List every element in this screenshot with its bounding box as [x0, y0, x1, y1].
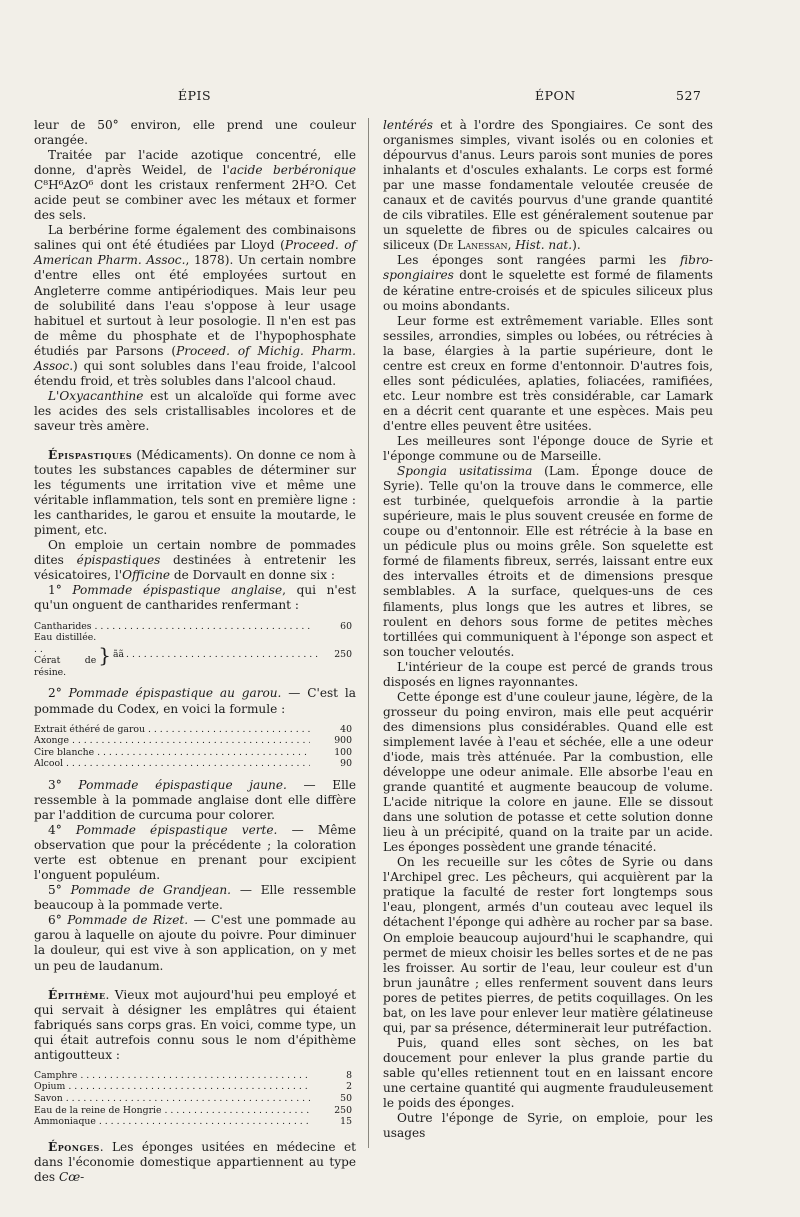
- italic-term: Spongia usitatissima: [397, 464, 533, 479]
- text: (Médicaments). On donne ce nom à toutes les substances capables de déterminer sur les téguments une irritation vive et même une véritable inflammation, tels sont en première ligne : les cantharides, le garou et ensuite la moutarde, le piment, etc.: [34, 447, 356, 538]
- italic-term: fibro-spongiaires: [383, 253, 713, 283]
- text: destinées à entretenir les vésicatoires, l': [34, 553, 356, 583]
- paragraph: [383, 1111, 713, 1141]
- text: 1°: [48, 583, 73, 598]
- text: Traitée par l'acide azotique concentré, elle donne, d'après Weidel, de l': [34, 148, 356, 178]
- ingredient-quantity: 250: [334, 649, 353, 661]
- text: — C'est la pommade du Codex, en voici la formule :: [34, 686, 356, 716]
- formula-row: [34, 1093, 356, 1105]
- ingredient-quantity: 50: [340, 1092, 352, 1104]
- italic-term: épispastiques: [76, 553, 161, 568]
- formula-row: [34, 1070, 356, 1082]
- text: ) qui sont solubles dans l'eau froide, l'alcool étendu froid, et très solubles dans l'alcool chaud.: [34, 358, 356, 388]
- ingredient-name: Extrait éthéré de garou . . .: [34, 724, 310, 736]
- text: — Elle ressemble à la pommade anglaise dont elle diffère par l'addition de curcuma pour colorer.: [34, 777, 356, 823]
- formula-row: [34, 632, 356, 678]
- header-left-word: ÉPIS: [178, 88, 212, 103]
- ingredient-quantity: 2: [346, 1081, 352, 1093]
- ingredient-quantity: 250: [334, 1104, 352, 1116]
- paragraph: [383, 314, 713, 434]
- italic-term: Cœ-: [58, 1169, 85, 1184]
- citation: Proceed. of American Pharm. Assoc.: [34, 238, 356, 268]
- text: . Vieux mot aujourd'hui peu employé et qui servait à désigner les emplâtres qui étaient fabriqués sans corps gras. En voici, comme type, un qui était autrefois connu sous le nom d'épithème antigoutteux :: [34, 987, 356, 1062]
- text: 5°: [48, 883, 71, 898]
- paragraph: [383, 855, 713, 1036]
- formula-row: [34, 1116, 356, 1128]
- text: La berbérine forme également des combinaisons salines qui ont été étudiées par Lloyd (: [34, 223, 356, 253]
- paragraph: [34, 778, 356, 823]
- text: Outre l'éponge de Syrie, on emploie, pour les usages: [383, 1111, 713, 1141]
- italic-term: Pommade épispastique jaune.: [78, 777, 287, 792]
- ingredient-quantity: 90: [340, 758, 352, 770]
- paragraph: [34, 538, 356, 583]
- formula-row: [34, 735, 356, 747]
- text: de Dorvault en donne six :: [170, 568, 336, 583]
- ingredient-quantity: 8: [346, 1069, 352, 1081]
- formula-row: [34, 1105, 356, 1117]
- author-name: De Lanessan: [437, 238, 508, 253]
- text: leur de 50° environ, elle prend une couleur orangée.: [34, 118, 356, 148]
- text: 3°: [48, 777, 79, 792]
- text: et à l'ordre des Spongiaires. Ce sont des organismes simples, vivant isolés ou en colonies et dépourvus d'anus. Leurs parois sont munies de pores inhalants et d'oscules exhalants. Le corps est formé par une masse fondamentale veloutée creusée de canaux et de cavités pourvus d'une grande quantité de cils vibratiles. Elle est généralement soutenue par un squelette de fibres ou de spicules calcaires ou siliceux (: [383, 118, 713, 253]
- paragraph: [383, 1036, 713, 1111]
- text: est un alcaloïde qui forme avec les acides des sels cristallisables incolores et de saveur très amère.: [34, 388, 356, 433]
- ingredient-quantity: 40: [340, 723, 352, 735]
- entry-heading: Éponges: [48, 1139, 100, 1154]
- formula-row: [34, 758, 356, 770]
- text: Les meilleures sont l'éponge douce de Syrie et l'éponge commune ou de Marseille.: [383, 433, 713, 464]
- italic-term: Pommade de Grandjean.: [70, 883, 231, 898]
- paragraph: [34, 148, 356, 223]
- paragraph: [383, 690, 713, 856]
- italic-term: acide berbéronique: [229, 163, 356, 178]
- braced-ingredients: [34, 632, 96, 678]
- formula-row: [34, 621, 356, 633]
- paragraph: [34, 118, 356, 148]
- text: — C'est une pommade au garou à laquelle on ajoute du poivre. Pour diminuer la douleur, qui est vive à son application, on y met un peu de laudanum.: [34, 913, 356, 973]
- ingredient-quantity: 60: [340, 620, 352, 632]
- text: (Lam. Éponge douce de Syrie). Telle qu'on la trouve dans le commerce, elle est turbinée, quelquefois arrondie à la partie supérieure, mais le plus souvent creusée en forme de coupe ou d'entonnoir. Elle est rétrécie à la base en un pédicule plus ou moins grêle. Son squelette est formé de filaments fibreux, serrés, laissant entre eux des intervalles étroits et de dimensions presque semblables. A la surface, quelques-uns de ces filaments, plus longs que les autres et libres, se roulent en dehors sous forme de petites mèches tortillées qui communiquent à l'éponge son aspect et son toucher veloutés.: [383, 464, 713, 659]
- paragraph: [383, 253, 713, 313]
- paragraph: [383, 434, 713, 464]
- entry-paragraph: [34, 988, 356, 1063]
- entry-heading: Épispastiques: [48, 447, 133, 462]
- text: On les recueille sur les côtes de Syrie ou dans l'Archipel grec. Les pêcheurs, qui acquièrent par la pratique la faculté de rester fort longtemps sous l'eau, plongent, armés d'un couteau avec lequel ils détachent l'éponge qui adhère au rocher par sa base. On emploie beaucoup aujourd'hui le scaphandre, qui permet de mieux choisir les belles sortes et de ne pas les froisser. Au sortir de l'eau, leur couleur est d'un brun jaunâtre ; elles renferment souvent dans leurs pores de petites pierres, de petits coquillages. On les bat, on les lave pour enlever leur matière gélatineuse qui, par sa présence, déterminerait leur putréfaction.: [383, 855, 713, 1035]
- page-number: 527: [676, 88, 702, 103]
- formula-block: [34, 1070, 356, 1128]
- text: C⁸H⁶AzO⁶ dont les cristaux renferment 2H²O. Cet acide peut se combiner avec les métaux et former des sels.: [34, 178, 356, 223]
- text: L'intérieur de la coupe est percé de grands trous disposés en lignes rayonnantes.: [383, 659, 713, 689]
- left-column: [34, 118, 356, 1185]
- citation: Proceed. of Michig. Pharm. Assoc.: [34, 343, 356, 373]
- ingredient-quantity: 100: [334, 746, 352, 758]
- paragraph: [383, 464, 713, 660]
- ingredient-name: Camphre . . .: [34, 1070, 310, 1082]
- citation: Hist. nat.: [515, 238, 573, 253]
- text: On emploie un certain nombre de pommades dites: [34, 538, 356, 568]
- brace-label: ãã: [112, 649, 125, 661]
- formula-block: [34, 724, 356, 770]
- text: — Elle ressemble beaucoup à la pommade verte.: [34, 883, 356, 913]
- paragraph: [34, 823, 356, 883]
- paragraph: [34, 389, 356, 434]
- italic-term: Pommade épispastique verte.: [75, 823, 278, 838]
- ingredient-quantity: 15: [340, 1116, 352, 1128]
- text: . Les éponges usitées en médecine et dans l'économie domestique appartiennent au type des: [34, 1139, 356, 1184]
- italic-term: Pommade de Rizet.: [67, 913, 189, 928]
- paragraph: [34, 686, 356, 716]
- formula-block: [34, 621, 356, 679]
- formula-row: [34, 724, 356, 736]
- text: dont le squelette est formé de filaments de kératine entre-croisés et de spicules siliceux plus ou moins abondants.: [383, 268, 713, 313]
- header-right-word: ÉPON: [535, 88, 576, 103]
- ingredient-name: Opium . . .: [34, 1081, 310, 1093]
- entry-paragraph: [34, 1140, 356, 1185]
- entry-heading: Épithème: [48, 987, 106, 1002]
- italic-term: L'Oxyacanthine: [48, 388, 144, 403]
- paragraph: [34, 223, 356, 389]
- text: — Même observation que pour la précédente ; la coloration verte est obtenue en prenant pour excipient l'onguent populéum.: [34, 823, 356, 883]
- formula-row: [34, 747, 356, 759]
- text: 2°: [48, 686, 69, 701]
- paragraph: [34, 913, 356, 973]
- italic-term: Pommade épispastique anglaise: [72, 583, 283, 598]
- paragraph: [383, 660, 713, 690]
- brace-icon: }: [98, 643, 111, 668]
- ingredient-name: Cantharides . . .: [34, 621, 310, 633]
- text: Puis, quand elles sont sèches, on les bat doucement pour enlever la plus grande partie du sable qu'elles retiennent tout en en laissant encore une certaine quantité qui augmente frauduleusement le poids des éponges.: [383, 1035, 713, 1111]
- ingredient-name: Cérat de résine.: [34, 655, 97, 678]
- ingredient-name: Eau de la reine de Hongrie . . .: [34, 1105, 310, 1117]
- entry-paragraph: [34, 448, 356, 538]
- ingredient-name: Ammoniaque . . .: [34, 1116, 310, 1128]
- italic-term: lentérés: [383, 118, 433, 132]
- text: Les éponges sont rangées parmi les: [397, 253, 681, 268]
- running-head: [0, 88, 800, 106]
- paragraph: [34, 583, 356, 613]
- text: , qui n'est qu'un onguent de cantharides renfermant :: [34, 583, 356, 613]
- ingredient-name: Cire blanche . . .: [34, 747, 310, 759]
- ingredient-quantity: 900: [334, 735, 352, 747]
- text: Leur forme est extrêmement variable. Elles sont sessiles, arrondies, simples ou lobées, ou rétrécies à la base, élargies à la partie supérieure, dont le centre est creux en forme d'entonnoir. D'autres fois, elles sont pédiculées, aplaties, foliacées, ramifiées, etc. Leur nombre est très considérable, car Lamark en a décrit cent quarante et une espèces. Mais peu d'entre elles peuvent être usitées.: [383, 313, 713, 433]
- ingredient-name: Alcool . . .: [34, 758, 310, 770]
- text: , 1878). Un certain nombre d'entre elles ont été employées surtout en Angleterre comme antipériodiques. Mais leur peu de solubilité dans l'eau s'oppose à leur usage habituel et surtout à leur posologie. Il n'en est pas de même du phosphate et de l'hypophosphate étudiés par Parsons (: [34, 253, 357, 358]
- text: ,: [507, 238, 516, 253]
- text: 4°: [48, 823, 76, 838]
- text: ).: [572, 238, 581, 253]
- italic-term: Officine: [122, 568, 171, 583]
- formula-row: [34, 1081, 356, 1093]
- ingredient-name: Axonge . . .: [34, 735, 310, 747]
- italic-term: Pommade épispastique au garou.: [68, 686, 282, 701]
- text: 6°: [48, 913, 68, 928]
- text: Cette éponge est d'une couleur jaune, légère, de la grosseur du poing environ, mais elle peut acquérir des dimensions plus considérables. Quand elle est simplement lavée à l'eau et séchée, elle a une odeur d'iode, mais très atténuée. Par la combustion, elle développe une odeur animale. Elle absorbe l'eau en grande quantité et augmente beaucoup de volume. L'acide nitrique la colore en jaune. Elle se dissout dans une solution de potasse et cette solution donne lieu à un précipité, quand on la traite par un acide. Les éponges possèdent une grande ténacité.: [383, 689, 713, 855]
- right-column: [383, 118, 713, 1141]
- ingredient-name: Savon . . .: [34, 1093, 310, 1105]
- paragraph: [383, 118, 713, 253]
- leader-dots: [126, 649, 318, 661]
- ingredient-name: Eau distillée. . .: [34, 632, 97, 655]
- paragraph: [34, 883, 356, 913]
- column-divider: [368, 118, 369, 1148]
